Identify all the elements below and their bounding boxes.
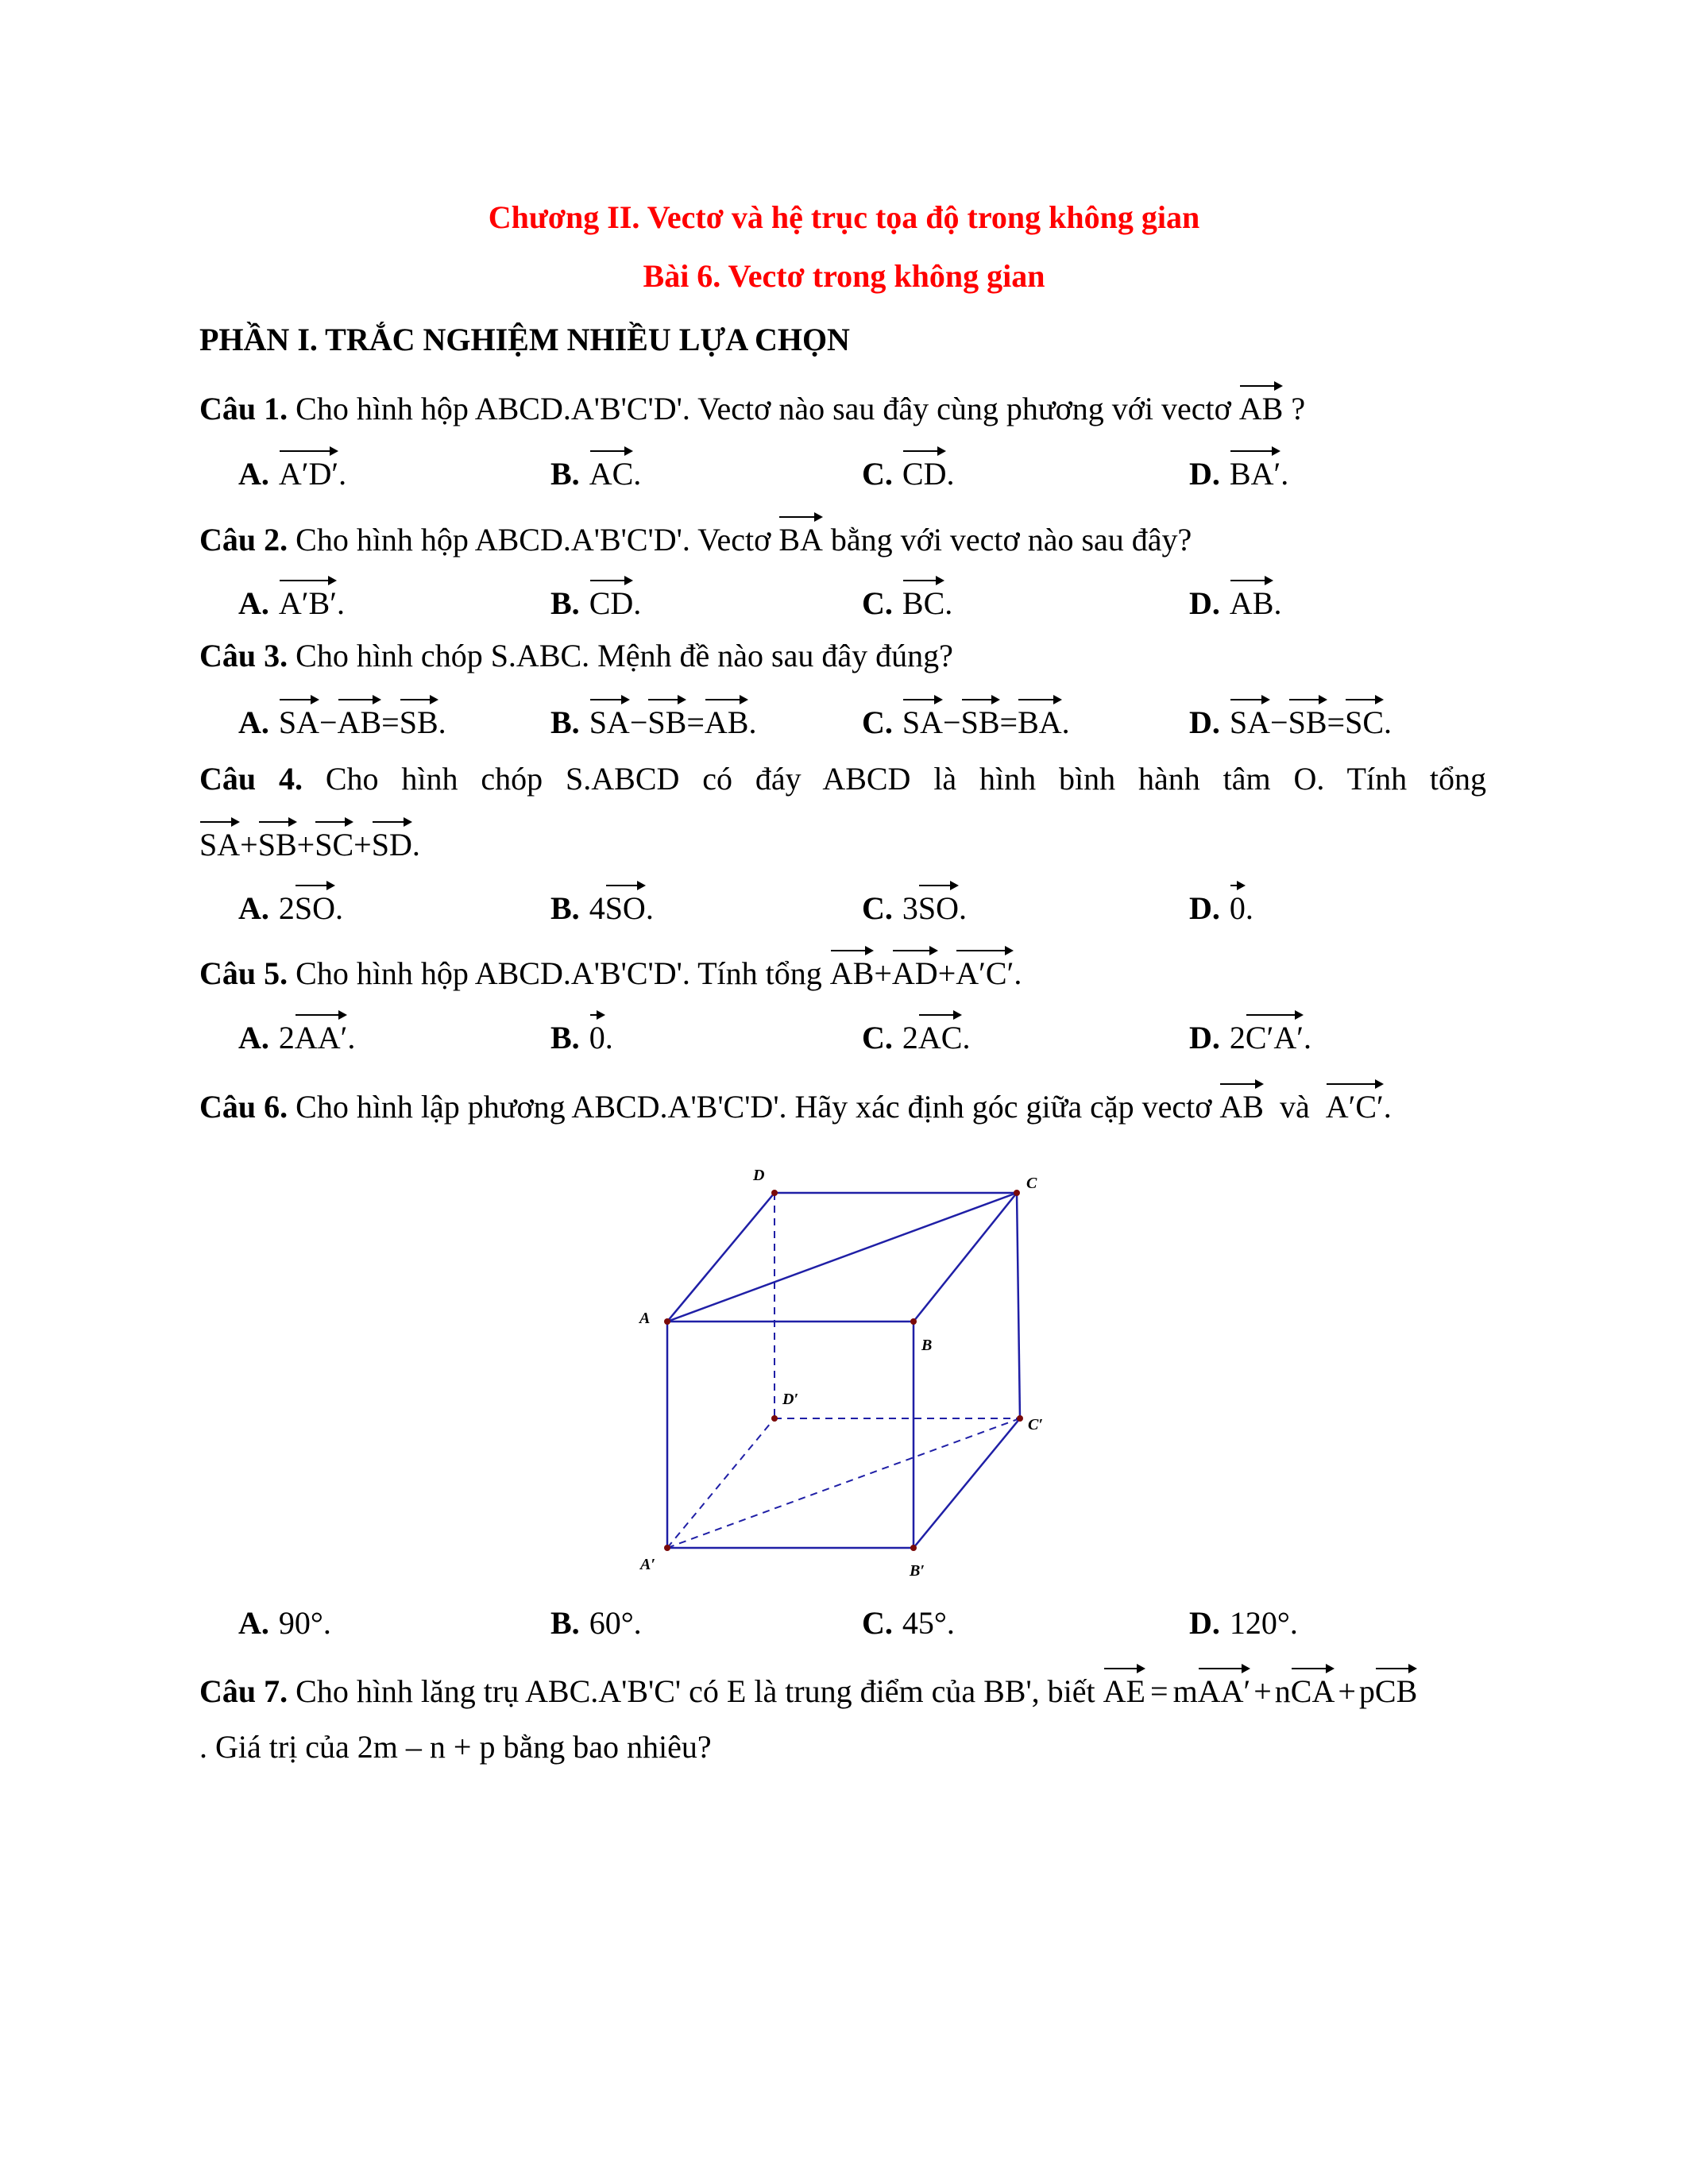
point-C1 <box>1017 1415 1023 1422</box>
label-B: B <box>921 1337 933 1354</box>
question-7: Câu 7. Cho hình lăng trụ ABC.A'B'C' có E là trung điểm của BB', biết AE = mAA′ + nCA + pCB <box>199 1668 1417 1710</box>
option-b: B. 4SO. <box>550 885 654 927</box>
option-a: A. 2AA′. <box>238 1014 355 1056</box>
point-A <box>664 1318 670 1325</box>
chapter-title: Chương II. Vectơ và hệ trục tọa độ trong không gian <box>488 199 1200 235</box>
option-b: B. 60°. <box>550 1605 642 1641</box>
option-c: C. BC. <box>862 580 952 622</box>
question-4-sum: SA+SB+SC+SD. <box>199 821 420 863</box>
question-label: Câu 1. <box>199 391 288 426</box>
option-c: C. SA−SB=BA. <box>862 699 1070 741</box>
option-b: B. SA−SB=AB. <box>550 699 756 741</box>
option-d: D. AB. <box>1189 580 1281 622</box>
point-B1 <box>910 1545 917 1551</box>
label-A: A <box>639 1310 651 1327</box>
point-D <box>771 1190 778 1196</box>
point-B <box>910 1318 917 1325</box>
lesson-title: Bài 6. Vectơ trong không gian <box>643 258 1045 294</box>
vector: BA <box>778 516 823 556</box>
cube-figure <box>620 1152 1064 1596</box>
option-a: A. 2SO. <box>238 885 343 927</box>
label-C: C <box>1026 1175 1037 1192</box>
option-c: C. 45°. <box>862 1605 955 1641</box>
section-title: PHẦN I. TRẮC NGHIỆM NHIỀU LỰA CHỌN <box>199 322 850 357</box>
option-d: D. BA′. <box>1189 450 1288 492</box>
option-a: A. A′B′. <box>238 580 345 622</box>
option-c: C. 2AC. <box>862 1014 970 1056</box>
option-a: A. SA−AB=SB. <box>238 699 446 741</box>
option-d: D. 2C′A′. <box>1189 1014 1311 1056</box>
point-C <box>1014 1190 1020 1196</box>
option-a: A. A′D′. <box>238 450 346 492</box>
label-D1: D′ <box>782 1391 799 1408</box>
option-b: B. 0. <box>550 1014 613 1056</box>
option-d: D. 120°. <box>1189 1605 1298 1641</box>
point-A1 <box>664 1545 670 1551</box>
label-B1: B′ <box>910 1562 925 1580</box>
question-text: Cho hình hộp ABCD.A'B'C'D'. Vectơ nào sau đây cùng phương với vectơ <box>288 391 1239 426</box>
point-D1 <box>771 1415 778 1422</box>
label-A1: A′ <box>640 1556 655 1573</box>
question-2: Câu 2. Cho hình hộp ABCD.A'B'C'D'. Vectơ BA bằng với vectơ nào sau đây? <box>199 516 1192 558</box>
option-c: C. 3SO. <box>862 885 967 927</box>
edge-CC1 <box>1017 1193 1020 1418</box>
option-b: B. CD. <box>550 580 641 622</box>
question-3: Câu 3. Cho hình chóp S.ABC. Mệnh đề nào sau đây đúng? <box>199 638 953 673</box>
option-d: D. SA−SB=SC. <box>1189 699 1392 741</box>
option-a: A. 90°. <box>238 1605 331 1641</box>
option-d: D. 0. <box>1189 885 1253 927</box>
question-7-line2: . Giá trị của 2m – n + p bằng bao nhiêu? <box>199 1729 712 1765</box>
question-tail: ? <box>1283 391 1306 426</box>
question-1 <box>199 385 1305 427</box>
question-4: Câu 4. Cho hình chóp S.ABCD có đáy ABCD là hình bình hành tâm O. Tính tổng <box>199 761 1487 797</box>
vector: AB <box>1239 385 1284 425</box>
label-D: D <box>753 1167 765 1184</box>
option-b: B. AC. <box>550 450 641 492</box>
label-C1: C′ <box>1028 1416 1043 1433</box>
option-c: C. CD. <box>862 450 954 492</box>
question-6: Câu 6. Cho hình lập phương ABCD.A'B'C'D'. Hãy xác định góc giữa cặp vectơ AB và A′C′. <box>199 1083 1392 1125</box>
question-5: Câu 5. Cho hình hộp ABCD.A'B'C'D'. Tính tổng AB+AD+A′C′. <box>199 950 1022 992</box>
